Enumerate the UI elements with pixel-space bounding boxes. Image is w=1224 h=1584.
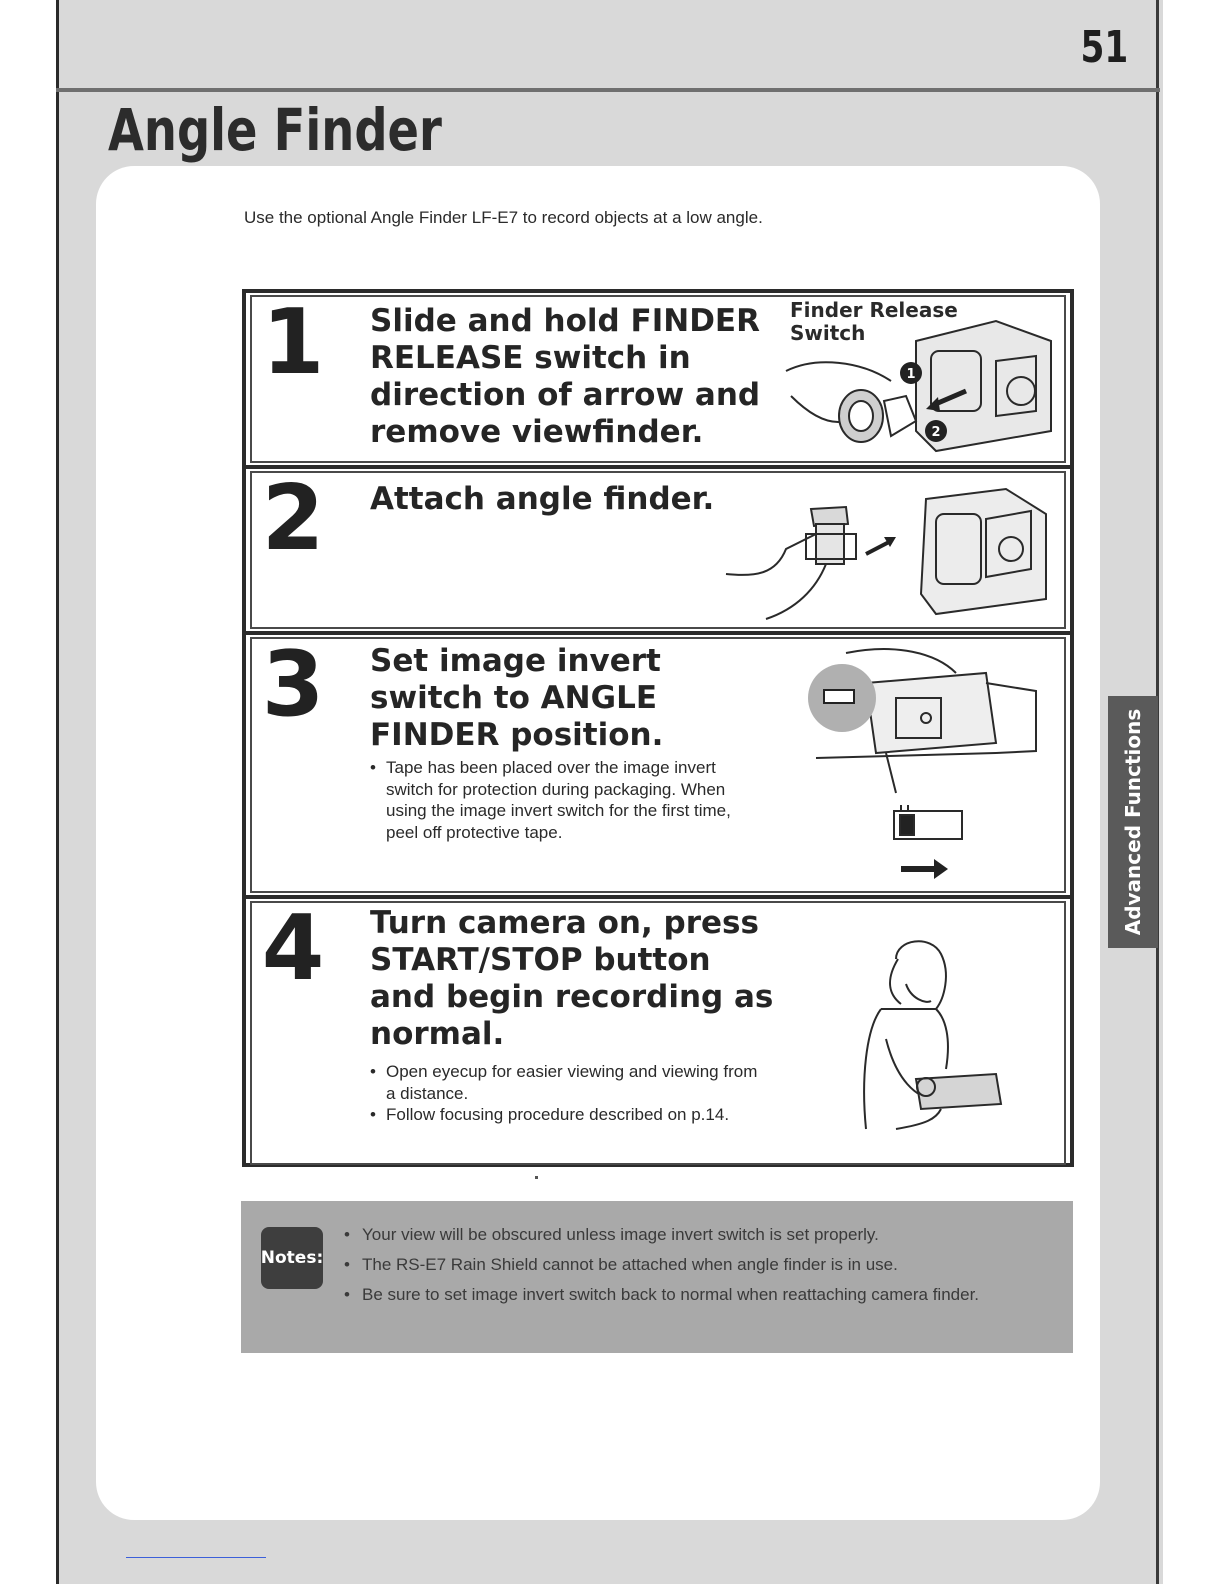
step-bullets (370, 1061, 760, 1126)
section-tab (1108, 696, 1158, 948)
step-1 (246, 290, 1070, 465)
notes-label: Notes: (261, 1227, 323, 1289)
angle-finder-attach-illustration (716, 479, 1066, 629)
step-4 (246, 895, 1070, 1167)
bullet-item: • Tape has been placed over the image invert switch for protection during packaging. When using the image invert switch for the first time, peel off protective tape. (370, 757, 760, 843)
step-number: 3 (261, 632, 325, 737)
header-rule (56, 88, 1160, 92)
bottom-rule (126, 1557, 266, 1558)
bullet-item: • Follow focusing procedure described on p.14. (370, 1104, 760, 1126)
intro-text: Use the optional Angle Finder LF-E7 to record objects at a low angle. (244, 208, 763, 227)
svg-text:1: 1 (906, 367, 916, 382)
note-item: • Your view will be obscured unless image invert switch is set properly. (344, 1225, 1044, 1245)
notes-list (344, 1225, 1044, 1315)
notes-box (241, 1201, 1073, 1353)
step-3 (246, 631, 1070, 895)
step-heading: Slide and hold FINDER RELEASE switch in direction of arrow and remove viewfinder. (370, 303, 761, 450)
page-title: Angle Finder (108, 96, 442, 164)
image-invert-switch-illustration (786, 643, 1066, 893)
step-number: 4 (261, 896, 325, 1001)
note-item: • Be sure to set image invert switch back to normal when reattaching camera finder. (344, 1285, 1044, 1305)
step-number: 1 (261, 290, 325, 395)
section-tab-label: Advanced Functions (1121, 708, 1145, 936)
step-bullets (370, 757, 760, 843)
step-heading: Set image invert switch to ANGLE FINDER position. (370, 643, 664, 753)
person-recording-illustration (826, 929, 1026, 1149)
bullet-item: • Open eyecup for easier viewing and viewing from a distance. (370, 1061, 760, 1104)
step-number: 2 (261, 466, 325, 571)
svg-text:2: 2 (931, 425, 941, 440)
camcorder-viewfinder-removal-illustration (766, 301, 1066, 461)
callout-text: Finder Release Switch (790, 298, 958, 345)
step-heading: Turn camera on, press START/STOP button and begin recording as normal. (370, 905, 774, 1052)
step-2 (246, 465, 1070, 631)
steps-box (242, 289, 1074, 1167)
page-number: 51 (1080, 22, 1128, 73)
note-item: • The RS-E7 Rain Shield cannot be attached when angle finder is in use. (344, 1255, 1044, 1275)
step-heading: Attach angle finder. (370, 481, 715, 517)
stray-mark (535, 1176, 538, 1179)
